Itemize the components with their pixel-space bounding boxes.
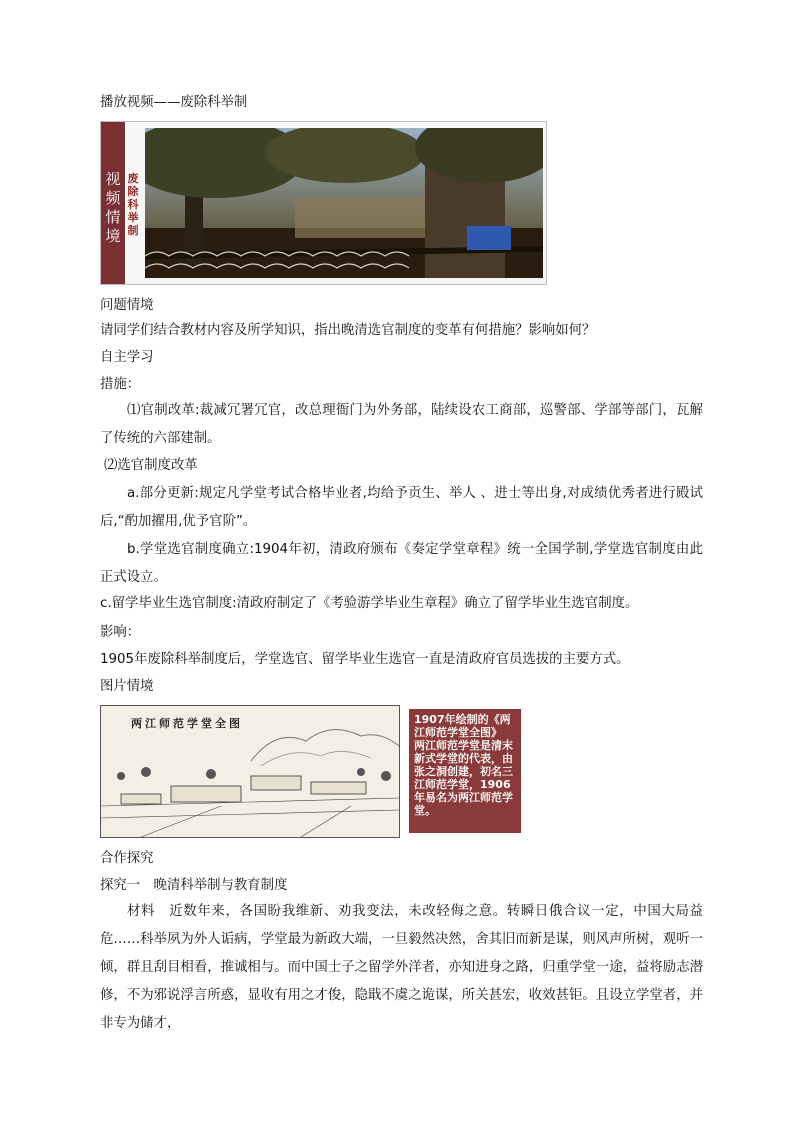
video-title: 废除科举制 [127, 172, 139, 237]
measure-item-2b: b.学堂选官制度确立:1904年初，清政府颁布《奏定学堂章程》统一全国学制,学堂选官制度由此正式设立。 [100, 542, 703, 585]
impact-text: 1905年废除科举制度后，学堂选官、留学毕业生选官一直是清政府官员选拔的主要方式。 [100, 652, 630, 667]
video-frame[interactable] [100, 121, 547, 285]
video-side-bar [101, 122, 125, 284]
video-heading: 播放视频——废除科举制 [100, 95, 248, 110]
video-side-label: 视频情境 [105, 170, 121, 245]
material-paragraph: 材料 近数年来，各国盼我维新、劝我变法，未改轻侮之意。转瞬日俄合议一定，中国大局益危……科举夙为外人诟病，学堂最为新政大端，一旦毅然决然，舍其旧而新是谋，则风声所树，观听一倾，群且刮目相看，推诚相与。而中国士子之留学外洋者，亦知进身之路，归重学堂一途，益将励志潜修，不为邪说浮言所惑，显收有用之才俊，隐戢不虞之诡谋，所关甚宏，收效甚钜。且设立学堂者，并非专为储才， [100, 904, 703, 1031]
coop-heading: 合作探究 [100, 851, 154, 866]
video-scene-image [145, 128, 543, 278]
measure-item-2-heading: ⑵选官制度改革 [104, 458, 198, 473]
explore-1-heading: 探究一 晚清科举制与教育制度 [100, 878, 288, 893]
impact-heading: 影响： [100, 625, 141, 640]
problem-heading: 问题情境 [100, 298, 154, 313]
measure-item-2c: c.留学毕业生选官制度:清政府制定了《考验游学毕业生章程》确立了留学毕业生选官制度。 [100, 596, 639, 611]
picture-heading: 图片情境 [100, 679, 154, 694]
picture-caption: 1907年绘制的《两江师范学堂全图》 两江师范学堂是清末新式学堂的代表，由张之洞创建，初名三江师范学堂，1906年易名为两江师范学堂。 [414, 713, 513, 817]
measures-heading: 措施： [100, 377, 141, 392]
measure-item-2a: a.部分更新:规定凡学堂考试合格毕业者,均给予贡生、举人 、进士等出身,对成绩优秀者进行殿试后,“酌加擢用,优予官阶”。 [100, 486, 703, 529]
campus-drawing [100, 705, 400, 838]
trees-scene-icon [145, 128, 543, 278]
problem-text: 请同学们结合教材内容及所学知识，指出晚清选官制度的变革有何措施？影响如何？ [100, 323, 596, 338]
picture-caption-box [409, 709, 521, 833]
self-study-heading: 自主学习 [100, 350, 154, 365]
measure-item-1: ⑴官制改革:裁减冗署冗官，改总理衙门为外务部，陆续设农工商部，巡警部、学部等部门，瓦解了传统的六部建制。 [100, 403, 703, 446]
drawing-title: 两江师范学堂全图 [131, 717, 243, 730]
